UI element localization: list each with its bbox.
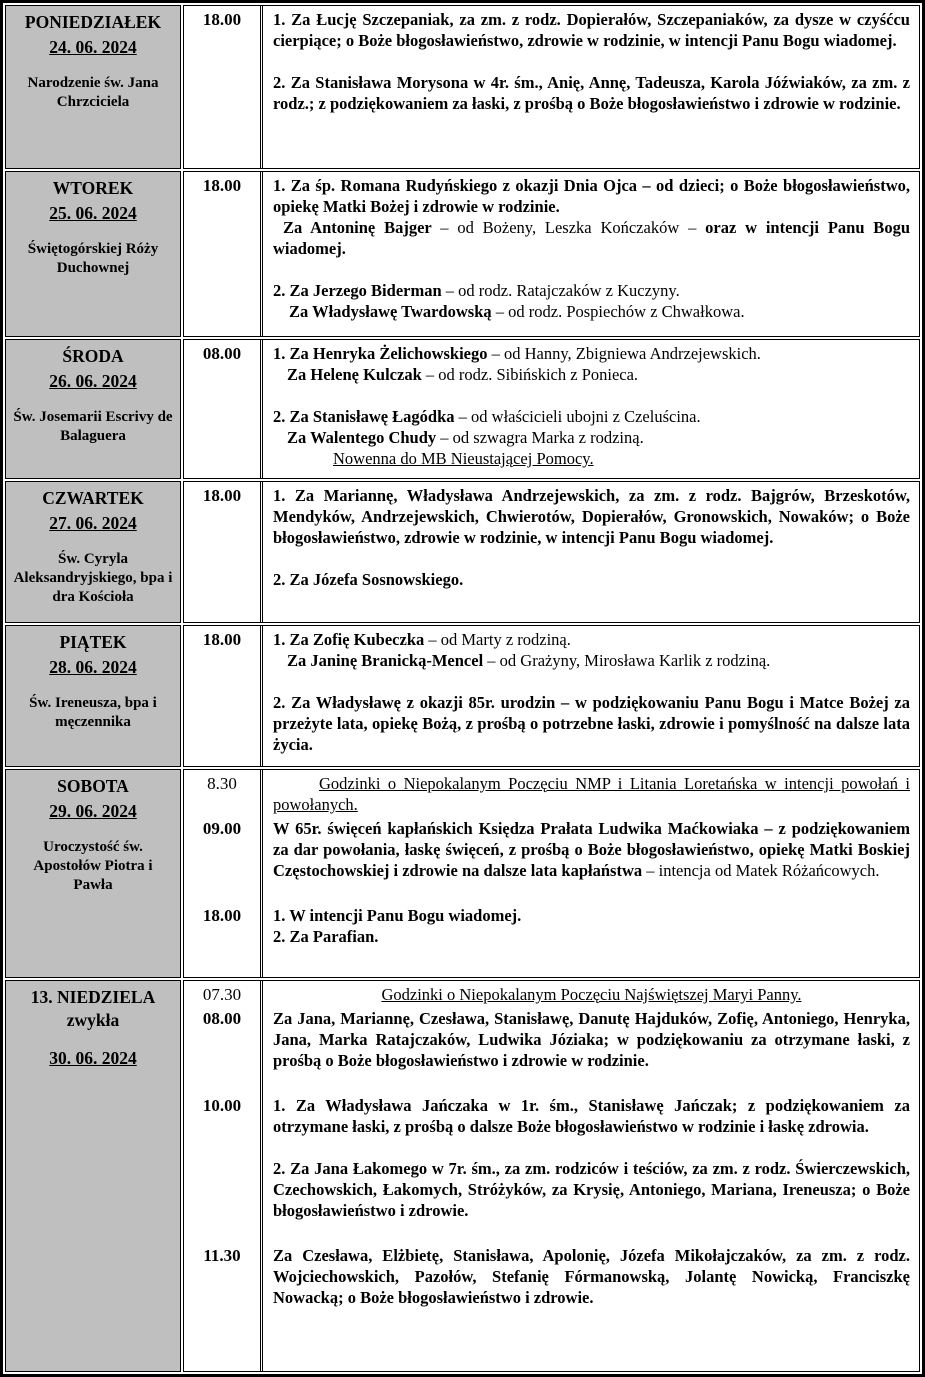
- text-segment: Nowenna do MB Nieustającej Pomocy.: [333, 449, 594, 468]
- intention-paragraph: [273, 692, 910, 755]
- table-row: [5, 5, 920, 169]
- day-cell: [5, 769, 181, 978]
- table-row: [5, 980, 920, 1372]
- row-main-cell: [183, 339, 920, 479]
- mass-time: 10.00: [184, 1092, 263, 1242]
- text-segment: Za Helenę Kulczak: [287, 365, 426, 384]
- intention-paragraph: [273, 629, 910, 650]
- day-name: WTOREK: [52, 178, 134, 198]
- day-cell: [5, 980, 181, 1372]
- row-main-cell: [183, 5, 920, 169]
- mass-time: 18.00: [184, 6, 263, 168]
- intention-paragraph: [273, 984, 910, 1005]
- day-cell: [5, 171, 181, 337]
- day-cell: [5, 625, 181, 767]
- mass-intentions-text: [263, 1242, 919, 1371]
- intention-paragraph: [273, 818, 910, 881]
- intention-paragraph: [273, 72, 910, 114]
- row-main-cell: [183, 769, 920, 978]
- intention-paragraph: [273, 1008, 910, 1071]
- day-date: 25. 06. 2024: [49, 203, 137, 223]
- text-segment: 2. Za Parafian.: [273, 927, 379, 946]
- row-main-cell: [183, 481, 920, 623]
- day-cell: [5, 339, 181, 479]
- text-segment: 1. Za Łucję Szczepaniak, za zm. z rodz. Dopierałów, Szczepaniaków, za dysze w czyśćcu cierpiące; o Boże błogosławieństwo, zdrowie w rodzinie, w intencji Panu Bogu wiadomej.: [273, 10, 910, 50]
- text-segment: Za Walentego Chudy: [287, 428, 441, 447]
- text-segment: 2. Za Władysławę z okazji 85r. urodzin – w podziękowaniu Panu Bogu i Matce Bożej za przeżyte lata, opiekę Bożą, z prośbą o potrzebne łaski, zdrowie i pomyślność na dalsze lata życia.: [273, 693, 910, 754]
- entries-stack: [184, 340, 919, 478]
- text-segment: – od rodz. Pospiechów z Chwałkowa.: [495, 302, 745, 321]
- day-name: SOBOTA: [57, 776, 129, 796]
- intention-paragraph: [273, 175, 910, 217]
- text-segment: – od Bożeny, Leszka Kończaków –: [440, 218, 706, 237]
- day-name: ŚRODA: [62, 346, 124, 366]
- entries-stack: [184, 6, 919, 168]
- mass-entry: [184, 1092, 919, 1242]
- intention-paragraph: [273, 773, 910, 815]
- intention-paragraph: [273, 485, 910, 548]
- entries-stack: [184, 626, 919, 766]
- mass-time: 07.30: [184, 981, 263, 1005]
- mass-intentions-text: [263, 626, 919, 766]
- intention-paragraph: [273, 448, 910, 469]
- mass-entry: [184, 981, 919, 1005]
- intention-paragraph: [273, 926, 910, 947]
- text-segment: 1. Za Zofię Kubeczka: [273, 630, 429, 649]
- text-segment: – od Hanny, Zbigniewa Andrzejewskich.: [491, 344, 761, 363]
- entries-stack: [184, 770, 919, 977]
- mass-entry: [184, 770, 919, 815]
- table-row: [5, 171, 920, 337]
- text-segment: – od Marty z rodziną.: [428, 630, 571, 649]
- text-segment: 1. W intencji Panu Bogu wiadomej.: [273, 906, 522, 925]
- text-segment: Godzinki o Niepokalanym Poczęciu NMP i Litania Loretańska w intencji powołań i powołanych.: [273, 774, 910, 814]
- intention-paragraph: [273, 343, 910, 364]
- mass-time: 8.30: [184, 770, 263, 815]
- text-segment: 2. Za Jana Łakomego w 7r. śm., za zm. rodziców i teściów, za zm. z rodz. Świerczewskich, Czechowskich, Łakomych, Stróżyków, za Krysię, Antoniego, Mariana, Ireneusza; o Boże błogosławieństwo i zdrowie.: [273, 1159, 910, 1220]
- row-main-cell: [183, 625, 920, 767]
- mass-entry: [184, 815, 919, 902]
- mass-intentions-text: [263, 172, 919, 336]
- mass-intentions-text: [263, 815, 919, 902]
- text-segment: 1. Za Mariannę, Władysława Andrzejewskich, za zm. z rodz. Bajgrów, Brzeskotów, Mendyków, Andrzejewskich, Chwierotów, Dopierałów, Gronowskich, Nowaków; o Boże błogosławieństwo, zdrowie w rodzinie, w intencji Panu Bogu wiadomej.: [273, 486, 910, 547]
- feast-name: Św. Josemarii Escrivy de Balaguera: [13, 409, 173, 444]
- mass-intentions-text: [263, 482, 919, 622]
- mass-time: 18.00: [184, 902, 263, 977]
- mass-time: 09.00: [184, 815, 263, 902]
- entries-stack: [184, 172, 919, 336]
- text-segment: Za Czesława, Elżbietę, Stanisława, Apolonię, Józefa Mikołajczaków, za zm. z rodz. Wojciechowskich, Pazołów, Stefanię Fórmanowską, Jolantę Nowicką, Franciszkę Nowacką; o Boże błogosławieństwo i zdrowie.: [273, 1246, 910, 1307]
- mass-intentions-text: [263, 1092, 919, 1242]
- text-segment: W 65r. święceń kapłańskich Księdza Prałata Ludwika Maćkowiaka – z podziękowaniem za dar powołania, łaskę święceń, z prośbą o Boże błogosławieństwo, opiekę Matki Boskiej Częstochowskiej i zdrowie na dalsze lata kapłaństwa: [273, 819, 910, 880]
- text-segment: – od rodz. Ratajczaków z Kuczyny.: [445, 281, 680, 300]
- feast-name: Uroczystość św. Apostołów Piotra i Pawła: [33, 839, 153, 893]
- entries-stack: [184, 482, 919, 622]
- mass-time: 18.00: [184, 172, 263, 336]
- mass-entry: [184, 340, 919, 478]
- mass-entry: [184, 482, 919, 622]
- intention-paragraph: [273, 1158, 910, 1221]
- text-segment: 1. Za Henryka Żelichowskiego: [273, 344, 492, 363]
- day-date: 26. 06. 2024: [49, 371, 137, 391]
- mass-intentions-text: [263, 1005, 919, 1092]
- table-row: [5, 339, 920, 479]
- day-date: 28. 06. 2024: [49, 657, 137, 677]
- text-segment: 1. Za śp. Romana Rudyńskiego z okazji Dnia Ojca – od dzieci; o Boże błogosławieństwo, opiekę Matki Bożej i zdrowie w rodzinie.: [273, 176, 910, 216]
- intention-paragraph: [273, 569, 910, 590]
- text-segment: Za Antoninę Bajger: [283, 218, 441, 237]
- feast-name: Św. Cyryla Aleksandryjskiego, bpa i dra Kościoła: [13, 551, 173, 605]
- day-cell: [5, 481, 181, 623]
- text-segment: – od szwagra Marka z rodziną.: [440, 428, 644, 447]
- text-segment: Za Jana, Mariannę, Czesława, Stanisławę, Danutę Hajduków, Zofię, Antoniego, Henryka, Jana, Marka Ratajczaków, Ludwika Józiaka; w podziękowaniu za otrzymane łaski, z prośbą o Boże błogosławieństwo i zdrowie w rodzinie.: [273, 1009, 910, 1070]
- text-segment: 2. Za Józefa Sosnowskiego.: [273, 570, 464, 589]
- mass-time: 08.00: [184, 340, 263, 478]
- mass-entry: [184, 1242, 919, 1371]
- text-segment: Za Władysławę Twardowską: [289, 302, 496, 321]
- text-segment: Za Janinę Branicką-Mencel: [287, 651, 488, 670]
- text-segment: – od właścicieli ubojni z Czeluścina.: [458, 407, 701, 426]
- mass-time: 18.00: [184, 482, 263, 622]
- mass-entry: [184, 626, 919, 766]
- intention-paragraph: [273, 301, 910, 322]
- table-row: [5, 481, 920, 623]
- day-date: 29. 06. 2024: [49, 801, 137, 821]
- mass-entry: [184, 172, 919, 336]
- text-segment: – od rodz. Sibińskich z Ponieca.: [425, 365, 639, 384]
- text-segment: 2. Za Stanisława Morysona w 4r. śm., Anię, Annę, Tadeusza, Karola Jóźwiaków, za zm. z rodz.; z podziękowaniem za łaski, z prośbą o Boże błogosławieństwo i zdrowie w rodzinie.: [273, 73, 910, 113]
- intention-paragraph: [273, 1095, 910, 1137]
- table-row: [5, 769, 920, 978]
- schedule-table-body: [5, 5, 920, 1372]
- intention-paragraph: [273, 427, 910, 448]
- text-segment: 2. Za Stanisławę Łagódka: [273, 407, 459, 426]
- mass-intentions-text: [263, 902, 919, 977]
- mass-entry: [184, 6, 919, 168]
- text-segment: 1. Za Władysława Jańczaka w 1r. śm., Stanisławę Jańczak; z podziękowaniem za otrzymane łaski, z prośbą o dalsze Boże błogosławieństwo w rodzinie i łaskę zdrowia.: [273, 1096, 910, 1136]
- day-name: CZWARTEK: [42, 488, 144, 508]
- day-date: 27. 06. 2024: [49, 513, 137, 533]
- day-name: PIĄTEK: [59, 632, 127, 652]
- mass-time: 08.00: [184, 1005, 263, 1092]
- text-segment: oraz w intencji Panu Bogu wiadomej.: [273, 218, 910, 258]
- mass-entry: [184, 1005, 919, 1092]
- mass-entry: [184, 902, 919, 977]
- day-name: zwykła: [66, 1010, 120, 1030]
- mass-intentions-text: [263, 981, 919, 1005]
- table-row: [5, 625, 920, 767]
- intention-paragraph: [273, 9, 910, 51]
- feast-name: Świętogórskiej Róży Duchownej: [27, 241, 159, 276]
- mass-time: 11.30: [184, 1242, 263, 1371]
- text-segment: 2. Za Jerzego Biderman: [273, 281, 446, 300]
- intention-paragraph: [273, 406, 910, 427]
- day-name: 13. NIEDZIELA: [30, 987, 156, 1007]
- mass-intentions-text: [263, 6, 919, 168]
- day-cell: [5, 5, 181, 169]
- text-segment: – od Grażyny, Mirosława Karlik z rodziną.: [487, 651, 771, 670]
- mass-intentions-text: [263, 340, 919, 478]
- text-segment: – intencja od Matek Różańcowych.: [646, 861, 880, 880]
- entries-stack: [184, 981, 919, 1371]
- day-date: 24. 06. 2024: [49, 37, 137, 57]
- intention-paragraph: [273, 217, 910, 259]
- intention-paragraph: [273, 364, 910, 385]
- intention-paragraph: [273, 650, 910, 671]
- feast-name: Św. Ireneusza, bpa i męczennika: [29, 695, 157, 730]
- mass-intentions-text: [263, 770, 919, 815]
- text-segment: Godzinki o Niepokalanym Poczęciu Najświętszej Maryi Panny.: [381, 985, 802, 1004]
- day-date: 30. 06. 2024: [49, 1048, 137, 1068]
- intention-paragraph: [273, 280, 910, 301]
- intention-paragraph: [273, 905, 910, 926]
- row-main-cell: [183, 980, 920, 1372]
- feast-name: Narodzenie św. Jana Chrzciciela: [27, 75, 159, 110]
- row-main-cell: [183, 171, 920, 337]
- intention-paragraph: [273, 1245, 910, 1308]
- mass-time: 18.00: [184, 626, 263, 766]
- day-name: PONIEDZIAŁEK: [24, 12, 162, 32]
